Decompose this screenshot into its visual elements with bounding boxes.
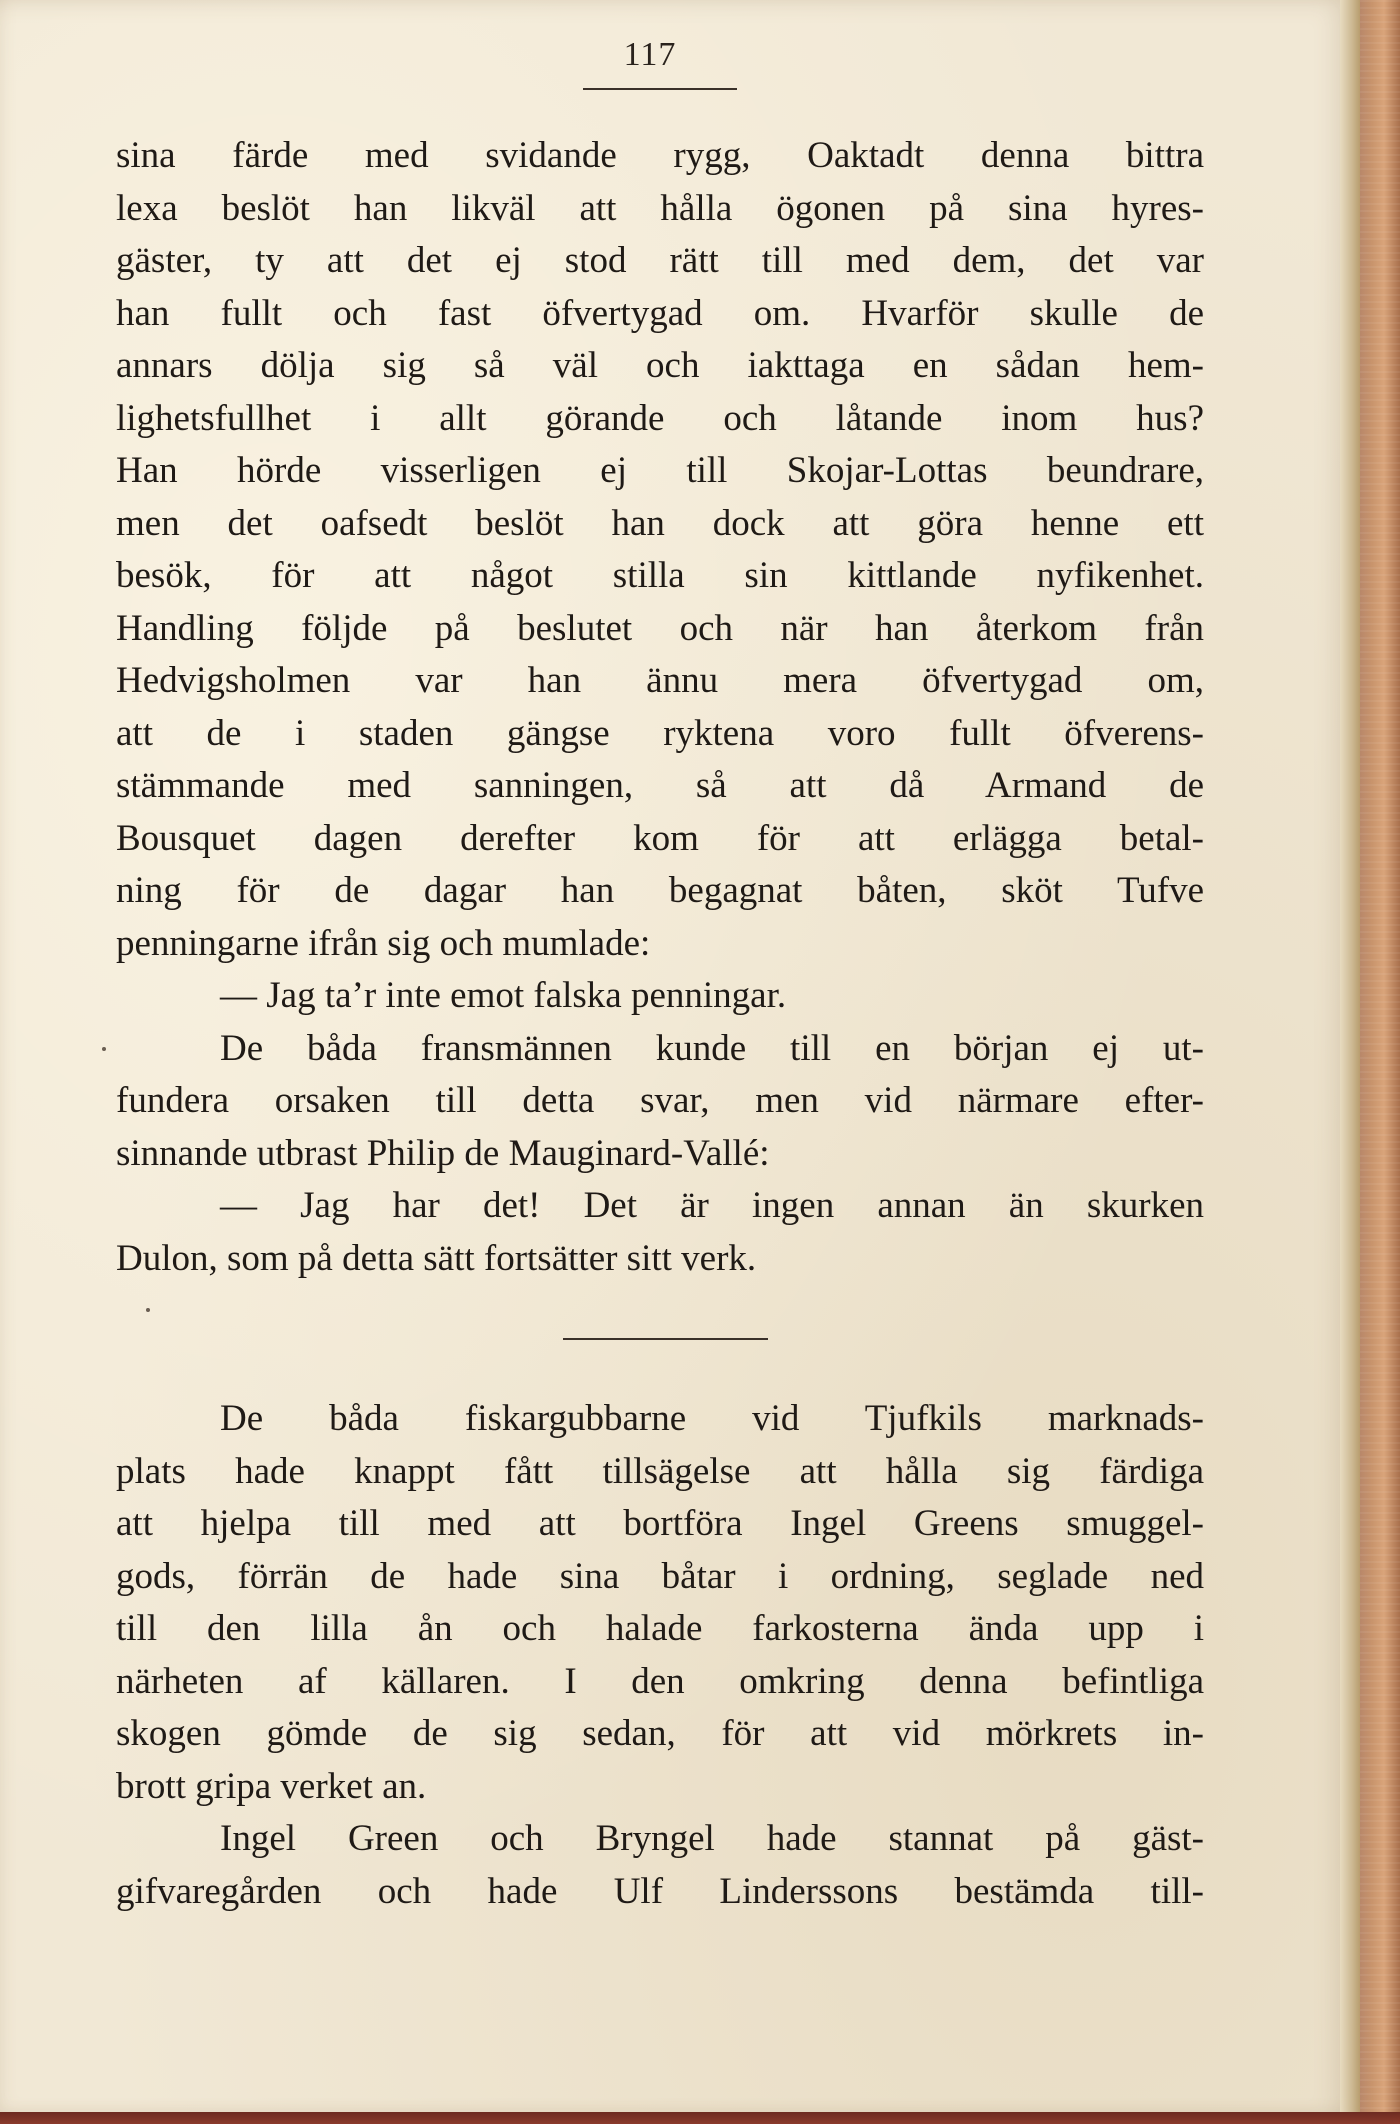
- text-line: Dulon, som på detta sätt fortsätter sitt verk.: [116, 1237, 757, 1279]
- text-line: lexa beslöt han likväl att hålla ögonen på sina hyres-: [116, 187, 1204, 229]
- paragraph-start-line: De båda fransmännen kunde till en början ej ut-: [220, 1027, 1204, 1069]
- page-edge: [1340, 0, 1360, 2124]
- text-line: han fullt och fast öfvertygad om. Hvarför skulle de: [116, 292, 1204, 334]
- text-line: fundera orsaken till detta svar, men vid närmare efter-: [116, 1080, 1204, 1121]
- text-block-first: [116, 130, 1204, 1285]
- text-line: plats hade knappt fått tillsägelse att hålla sig färdiga: [116, 1450, 1204, 1492]
- text-line: skogen gömde de sig sedan, för att vid mörkrets in-: [116, 1713, 1204, 1754]
- text-line: sina färde med svidande rygg, Oaktadt denna bittra: [116, 135, 1204, 176]
- text-line: gods, förrän de hade sina båtar i ordning, seglade ned: [116, 1555, 1204, 1597]
- text-line: gäster, ty att det ej stod rätt till med dem, det var: [116, 240, 1204, 281]
- text-line: gifvaregården och hade Ulf Linderssons bestämda till-: [116, 1870, 1204, 1912]
- text-line: att hjelpa till med att bortföra Ingel Greens smuggel-: [116, 1503, 1204, 1544]
- text-line: lighetsfullhet i allt görande och låtande inom hus?: [116, 397, 1204, 439]
- text-line: Han hörde visserligen ej till Skojar-Lottas beundrare,: [116, 450, 1204, 491]
- dialogue-line: — Jag har det! Det är ingen annan än skurken: [220, 1185, 1204, 1226]
- text-line: att de i staden gängse ryktena voro fullt öfverens-: [116, 712, 1204, 754]
- page-number-rule: [583, 88, 737, 90]
- text-line: annars dölja sig så väl och iakttaga en sådan hem-: [116, 345, 1204, 386]
- paragraph-start-line: Ingel Green och Bryngel hade stannat på gäst-: [220, 1818, 1204, 1859]
- page-number: 117: [623, 36, 677, 73]
- text-line: stämmande med sanningen, så att då Armand de: [116, 765, 1204, 806]
- text-line: men det oafsedt beslöt han dock att göra henne ett: [116, 502, 1204, 544]
- ink-speck: [146, 1308, 150, 1312]
- text-line: sinnande utbrast Philip de Mauginard-Vallé:: [116, 1132, 770, 1174]
- dialogue-line: — Jag ta’r inte emot falska penningar.: [220, 975, 787, 1016]
- binding-bottom-edge: [0, 2112, 1400, 2124]
- text-line: penningarne ifrån sig och mumlade:: [116, 922, 651, 964]
- text-line: Bousquet dagen derefter kom för att erlägga betal-: [116, 817, 1204, 859]
- paragraph-start-line: De båda fiskargubbarne vid Tjufkils marknads-: [220, 1398, 1204, 1439]
- ink-speck: [102, 1047, 106, 1051]
- book-binding: [1360, 0, 1400, 2124]
- text-line: Handling följde på beslutet och när han återkom från: [116, 607, 1204, 649]
- text-line: Hedvigsholmen var han ännu mera öfvertygad om,: [116, 660, 1204, 701]
- text-line: närheten af källaren. I den omkring denna befintliga: [116, 1660, 1204, 1702]
- text-block-second: [116, 1393, 1204, 1918]
- text-line: ning för de dagar han begagnat båten, sköt Tufve: [116, 870, 1204, 911]
- text-line: brott gripa verket an.: [116, 1765, 427, 1807]
- text-line: till den lilla ån och halade farkosterna ända upp i: [116, 1608, 1204, 1649]
- text-line: besök, för att något stilla sin kittlande nyfikenhet.: [116, 555, 1204, 596]
- section-divider: [563, 1338, 768, 1340]
